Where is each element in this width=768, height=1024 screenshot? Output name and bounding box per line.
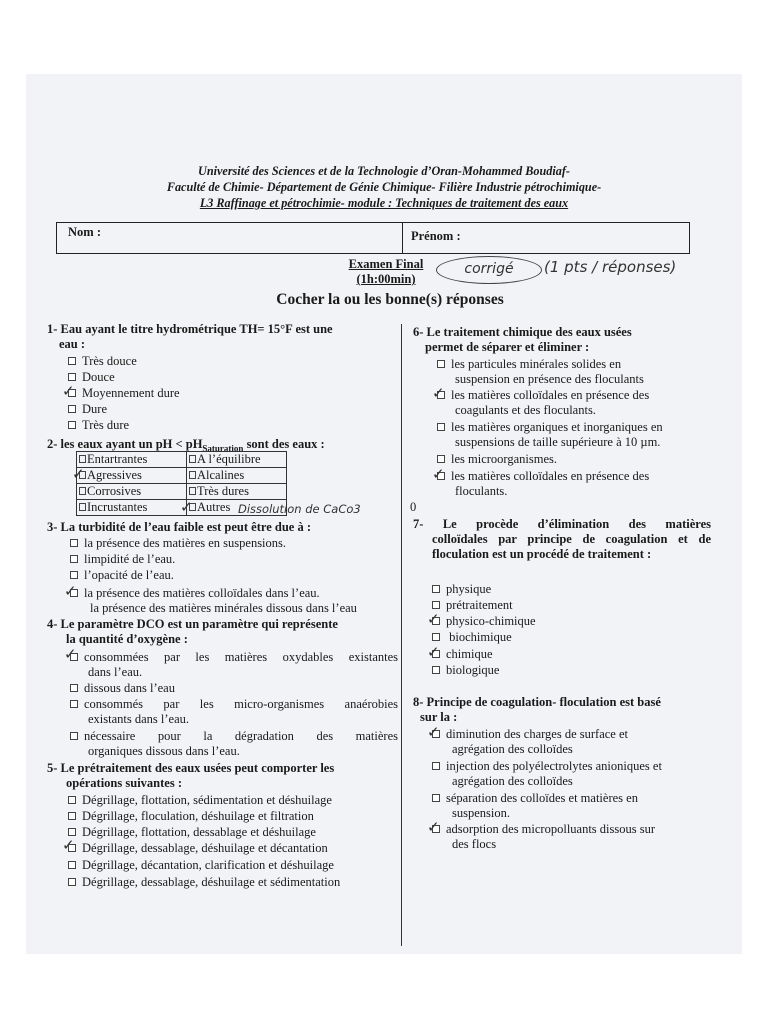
q1-title: 1- Eau ayant le titre hydrométrique TH= 15°F est une eau : bbox=[47, 322, 333, 351]
q6-option-0[interactable]: les particules minérales solides en suspension en présence des floculants bbox=[437, 357, 644, 387]
q2-option-cell[interactable]: Entartrantes bbox=[77, 452, 187, 468]
checkbox[interactable] bbox=[70, 571, 78, 579]
q7-option-5[interactable]: biologique bbox=[432, 663, 499, 678]
q2-option-cell[interactable]: A l’équilibre bbox=[187, 452, 287, 468]
checkbox[interactable] bbox=[70, 684, 78, 692]
q1-option-1[interactable]: Douce bbox=[68, 370, 115, 385]
q5-option-0[interactable]: Dégrillage, flottation, sédimentation et déshuilage bbox=[68, 793, 332, 808]
exam-title: Examen Final (1h:00min) bbox=[348, 257, 424, 286]
q3-title: 3- La turbidité de l’eau faible est peut être due à : bbox=[47, 520, 311, 534]
checkbox[interactable] bbox=[68, 861, 76, 869]
q1-option-0[interactable]: Très douce bbox=[68, 354, 137, 369]
column-divider bbox=[401, 324, 402, 946]
q4-option-0[interactable]: consommées par les matières oxydables existantes dans l’eau. bbox=[70, 650, 398, 680]
q5-option-1[interactable]: Dégrillage, floculation, déshuilage et filtration bbox=[68, 809, 314, 824]
q8-option-0[interactable]: diminution des charges de surface et agrégation des colloïdes bbox=[432, 727, 628, 757]
checkbox[interactable] bbox=[68, 373, 76, 381]
check-mark-icon: ✓ bbox=[427, 643, 440, 661]
instruction: Cocher la ou les bonne(s) réponses bbox=[276, 291, 504, 308]
prenom-label: Prénom : bbox=[411, 229, 461, 243]
q8-title: 8- Principe de coagulation- floculation est basé sur la : bbox=[413, 695, 661, 724]
checkbox[interactable] bbox=[68, 828, 76, 836]
university-line: Université des Sciences et de la Technologie d’Oran-Mohammed Boudiaf- bbox=[198, 164, 570, 178]
q7-option-2[interactable]: physico-chimique bbox=[432, 614, 536, 629]
q4-title: 4- Le paramètre DCO est un paramètre qui représente la quantité d’oxygène : bbox=[47, 617, 338, 646]
q1-option-2[interactable]: Moyennement dure bbox=[68, 386, 180, 401]
q1-option-3[interactable]: Dure bbox=[68, 402, 107, 417]
handwritten-autres-note: Dissolution de CaCo3 bbox=[238, 502, 361, 516]
module-line: L3 Raffinage et pétrochimie- module : Techniques de traitement des eaux bbox=[199, 196, 569, 210]
student-info-box bbox=[56, 222, 690, 254]
check-mark-icon: ✓ bbox=[427, 818, 440, 836]
checkbox[interactable] bbox=[70, 539, 78, 547]
q4-option-2[interactable]: consommés par les micro-organismes anaérobies existants dans l’eau. bbox=[70, 697, 398, 727]
stray-mark: 0 bbox=[410, 500, 417, 514]
checkbox[interactable] bbox=[432, 601, 440, 609]
check-mark-icon: ✓ bbox=[427, 610, 440, 628]
q6-option-2[interactable]: les matières organiques et inorganiques en suspensions de taille supérieure à 10 µm. bbox=[437, 420, 663, 450]
q6-option-1[interactable]: les matières colloïdales en présence des coagulants et des floculants. bbox=[437, 388, 649, 418]
checkbox[interactable] bbox=[437, 360, 445, 368]
q5-option-2[interactable]: Dégrillage, flottation, dessablage et déshuilage bbox=[68, 825, 316, 840]
checkbox[interactable] bbox=[70, 555, 78, 563]
check-mark-icon: ✓ bbox=[62, 836, 75, 854]
q5-title: 5- Le prétraitement des eaux usées peut comporter les opérations suivantes : bbox=[47, 761, 335, 790]
faculty-line: Faculté de Chimie- Département de Génie Chimique- Filière Industrie pétrochimique- bbox=[166, 180, 602, 194]
q6-option-3[interactable]: les microorganismes. bbox=[437, 452, 557, 467]
checkbox[interactable] bbox=[68, 812, 76, 820]
q5-option-5[interactable]: Dégrillage, dessablage, déshuilage et sédimentation bbox=[68, 875, 340, 890]
q2-title: 2- les eaux ayant un pH < $pH_{Saturation}$ sont des eaux : bbox=[47, 437, 325, 454]
checkbox[interactable] bbox=[432, 633, 440, 641]
check-mark-icon: ✓ bbox=[72, 465, 85, 483]
checkbox[interactable] bbox=[432, 794, 440, 802]
check-mark-icon: ✓ bbox=[432, 465, 445, 483]
q6-option-4[interactable]: les matières colloïdales en présence des floculants. bbox=[437, 469, 649, 499]
q3-option-3[interactable]: la présence des matières colloïdales dans l’eau. bbox=[70, 586, 320, 601]
q7-title: 7- Le procède d’élimination des matières colloïdales par principe de coagulation et de floculation est un procédé de traitement : bbox=[413, 517, 711, 561]
q4-option-1[interactable]: dissous dans l’eau bbox=[70, 681, 175, 696]
handwritten-corrige: corrigé bbox=[436, 256, 542, 284]
q3-option-2[interactable]: l’opacité de l’eau. bbox=[70, 568, 174, 583]
q7-option-0[interactable]: physique bbox=[432, 582, 491, 597]
handwritten-points: (1 pts / réponses) bbox=[544, 258, 677, 276]
checkbox[interactable] bbox=[432, 585, 440, 593]
checkbox[interactable] bbox=[437, 455, 445, 463]
q8-option-1[interactable]: injection des polyélectrolytes anioniques et agrégation des colloïdes bbox=[432, 759, 662, 789]
q8-option-2[interactable]: séparation des colloïdes et matières en suspension. bbox=[432, 791, 638, 821]
q3-option-extra: la présence des matières minérales dissous dans l’eau bbox=[90, 601, 357, 615]
q7-option-1[interactable]: prétraitement bbox=[432, 598, 513, 613]
checkbox[interactable] bbox=[68, 796, 76, 804]
check-mark-icon: ✓ bbox=[64, 645, 77, 663]
checkbox[interactable] bbox=[70, 732, 78, 740]
check-mark-icon: ✓ bbox=[427, 723, 440, 741]
check-mark-icon: ✓ bbox=[62, 382, 75, 400]
q4-option-3[interactable]: nécessaire pour la dégradation des matières organiques dissous dans l’eau. bbox=[70, 729, 398, 759]
nom-label: Nom : bbox=[68, 225, 101, 239]
q2-option-cell[interactable]: Agressives bbox=[77, 468, 187, 484]
checkbox[interactable] bbox=[437, 423, 445, 431]
checkbox[interactable] bbox=[68, 357, 76, 365]
q5-option-4[interactable]: Dégrillage, décantation, clarification et déshuilage bbox=[68, 858, 334, 873]
q5-option-3[interactable]: Dégrillage, dessablage, déshuilage et décantation bbox=[68, 841, 328, 856]
q6-title: 6- Le traitement chimique des eaux usées permet de séparer et éliminer : bbox=[413, 325, 632, 354]
checkbox[interactable] bbox=[68, 878, 76, 886]
q3-option-0[interactable]: la présence des matières en suspensions. bbox=[70, 536, 286, 551]
check-mark-icon: ✓ bbox=[64, 582, 77, 600]
check-mark-icon: ✓ bbox=[432, 384, 445, 402]
checkbox[interactable] bbox=[68, 405, 76, 413]
checkbox[interactable] bbox=[70, 700, 78, 708]
q2-option-cell[interactable]: Incrustantes bbox=[77, 500, 187, 516]
q8-option-3[interactable]: adsorption des micropolluants dissous sur des flocs bbox=[432, 822, 655, 852]
q7-option-3[interactable]: biochimique bbox=[432, 630, 512, 645]
checkbox[interactable] bbox=[432, 762, 440, 770]
q2-option-cell[interactable]: Très dures bbox=[187, 484, 287, 500]
q2-option-cell[interactable]: Alcalines bbox=[187, 468, 287, 484]
checkbox[interactable] bbox=[432, 666, 440, 674]
q7-option-4[interactable]: chimique bbox=[432, 647, 493, 662]
check-mark-icon: ✓ bbox=[180, 498, 193, 516]
q1-option-4[interactable]: Très dure bbox=[68, 418, 129, 433]
q2-option-cell[interactable]: Autres bbox=[187, 500, 287, 516]
checkbox[interactable] bbox=[68, 421, 76, 429]
q3-option-1[interactable]: limpidité de l’eau. bbox=[70, 552, 175, 567]
q2-option-cell[interactable]: Corrosives bbox=[77, 484, 187, 500]
